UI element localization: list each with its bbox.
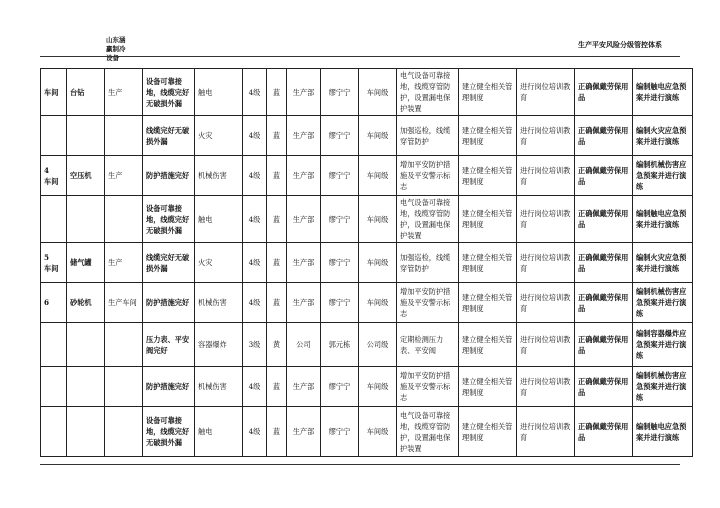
table-row (41, 407, 693, 457)
cell-hazard: 设备可靠接地，线缆完好无破损外漏 (143, 69, 195, 116)
cell-measure: 增加平安防护措施及平安警示标志 (397, 156, 459, 196)
cell-accident: 火灾 (195, 243, 243, 283)
cell-accident: 机械伤害 (195, 283, 243, 323)
company-name (106, 36, 146, 63)
workshop-number: 4 (44, 165, 50, 175)
company-line: 山东涵 (106, 36, 126, 44)
cell-emergency: 编制机械伤害应急预案并进行演练 (633, 283, 693, 323)
cell-ws (41, 196, 67, 243)
cell-emergency: 编制容器爆炸应急预案并进行演练 (633, 323, 693, 367)
cell-dept: 生产部 (287, 196, 321, 243)
cell-measure: 加强巡检，线缆穿管防护 (397, 243, 459, 283)
cell-emergency: 编制火灾应急预案并进行演练 (633, 243, 693, 283)
cell-unit: 车间级 (359, 156, 397, 196)
cell-emergency: 编制机械伤害应急预案并进行演练 (633, 156, 693, 196)
workshop-number: 6 (44, 298, 50, 307)
cell-hazard: 防护措施完好 (143, 283, 195, 323)
risk-control-table (40, 68, 693, 457)
cell-ws (41, 283, 67, 323)
cell-measure: 电气设备可靠接地，线缆穿管防护，设置漏电保护装置 (397, 69, 459, 116)
cell-level: 3级 (243, 323, 267, 367)
cell-hazard: 设备可靠接地，线缆完好无破损外漏 (143, 196, 195, 243)
cell-color: 蓝 (267, 243, 287, 283)
cell-level: 4级 (243, 283, 267, 323)
cell-ppe: 正确佩戴劳保用品 (575, 243, 633, 283)
cell-mgmt: 建立健全相关管理制度 (459, 407, 517, 457)
cell-measure: 加强巡检，线缆穿管防护 (397, 116, 459, 156)
cell-equip (67, 407, 105, 457)
cell-area (105, 407, 143, 457)
cell-color: 蓝 (267, 116, 287, 156)
cell-accident: 触电 (195, 69, 243, 116)
cell-unit: 车间级 (359, 283, 397, 323)
table-row (41, 196, 693, 243)
cell-equip (67, 367, 105, 407)
cell-ws (41, 243, 67, 283)
cell-person: 缪宁宁 (321, 283, 359, 323)
cell-ws (41, 323, 67, 367)
cell-accident: 容器爆炸 (195, 323, 243, 367)
cell-training: 进行岗位培训教育 (517, 243, 575, 283)
cell-ws (41, 69, 67, 116)
cell-area (105, 116, 143, 156)
cell-ppe: 正确佩戴劳保用品 (575, 323, 633, 367)
cell-dept: 公司 (287, 323, 321, 367)
cell-training: 进行岗位培训教育 (517, 323, 575, 367)
cell-equip: 砂轮机 (67, 283, 105, 323)
cell-training: 进行岗位培训教育 (517, 156, 575, 196)
footer-rule (40, 464, 680, 465)
cell-accident: 触电 (195, 407, 243, 457)
cell-ppe: 正确佩戴劳保用品 (575, 367, 633, 407)
cell-measure: 增加平安防护措施及平安警示标志 (397, 367, 459, 407)
cell-measure: 增加平安防护措施及平安警示标志 (397, 283, 459, 323)
cell-level: 4级 (243, 243, 267, 283)
cell-person: 缪宁宁 (321, 367, 359, 407)
cell-area (105, 196, 143, 243)
cell-dept: 生产部 (287, 116, 321, 156)
cell-person: 缪宁宁 (321, 243, 359, 283)
cell-area: 生产 (105, 156, 143, 196)
company-line: 设备 (106, 54, 119, 62)
table-row (41, 367, 693, 407)
cell-ppe: 正确佩戴劳保用品 (575, 69, 633, 116)
cell-hazard: 设备可靠接地，线缆完好无破损外漏 (143, 407, 195, 457)
workshop-label: 车间 (44, 263, 59, 273)
cell-unit: 车间级 (359, 243, 397, 283)
cell-hazard: 防护措施完好 (143, 367, 195, 407)
cell-measure: 电气设备可靠接地，线缆穿管防护，设置漏电保护装置 (397, 407, 459, 457)
cell-ppe: 正确佩戴劳保用品 (575, 156, 633, 196)
cell-color: 蓝 (267, 407, 287, 457)
cell-ws (41, 156, 67, 196)
cell-unit: 车间级 (359, 69, 397, 116)
cell-hazard: 线缆完好无破损外漏 (143, 243, 195, 283)
cell-area: 生产 (105, 69, 143, 116)
cell-equip (67, 116, 105, 156)
cell-dept: 生产部 (287, 69, 321, 116)
cell-emergency: 编制火灾应急预案并进行演练 (633, 116, 693, 156)
cell-equip: 台钻 (67, 69, 105, 116)
cell-hazard: 防护措施完好 (143, 156, 195, 196)
cell-dept: 生产部 (287, 283, 321, 323)
cell-person: 缪宁宁 (321, 116, 359, 156)
cell-accident: 火灾 (195, 116, 243, 156)
cell-ppe: 正确佩戴劳保用品 (575, 283, 633, 323)
cell-level: 4级 (243, 367, 267, 407)
table-row (41, 323, 693, 367)
cell-unit: 公司级 (359, 323, 397, 367)
cell-mgmt: 建立健全相关管理制度 (459, 196, 517, 243)
cell-mgmt: 建立健全相关管理制度 (459, 283, 517, 323)
cell-equip (67, 196, 105, 243)
cell-dept: 生产部 (287, 367, 321, 407)
cell-training: 进行岗位培训教育 (517, 116, 575, 156)
table-row (41, 243, 693, 283)
cell-emergency: 编制机械伤害应急预案并进行演练 (633, 367, 693, 407)
cell-accident: 机械伤害 (195, 367, 243, 407)
cell-equip: 储气罐 (67, 243, 105, 283)
cell-emergency: 编制触电应急预案并进行演练 (633, 196, 693, 243)
cell-ws (41, 116, 67, 156)
table-row (41, 69, 693, 116)
cell-area (105, 323, 143, 367)
cell-level: 4级 (243, 407, 267, 457)
cell-area: 生产 (105, 243, 143, 283)
header-rule (40, 56, 680, 57)
cell-hazard: 压力表、平安阀完好 (143, 323, 195, 367)
cell-mgmt: 建立健全相关管理制度 (459, 367, 517, 407)
cell-person: 缪宁宁 (321, 407, 359, 457)
cell-mgmt: 建立健全相关管理制度 (459, 243, 517, 283)
cell-unit: 车间级 (359, 367, 397, 407)
cell-person: 缪宁宁 (321, 69, 359, 116)
cell-person: 缪宁宁 (321, 156, 359, 196)
cell-emergency: 编制触电应急预案并进行演练 (633, 407, 693, 457)
document-title: 生产平安风险分级管控体系 (578, 40, 662, 49)
cell-dept: 生产部 (287, 407, 321, 457)
cell-level: 4级 (243, 116, 267, 156)
cell-ppe: 正确佩戴劳保用品 (575, 407, 633, 457)
cell-unit: 车间级 (359, 116, 397, 156)
cell-mgmt: 建立健全相关管理制度 (459, 116, 517, 156)
cell-accident: 机械伤害 (195, 156, 243, 196)
cell-training: 进行岗位培训教育 (517, 283, 575, 323)
cell-training: 进行岗位培训教育 (517, 407, 575, 457)
cell-hazard: 线缆完好无破损外漏 (143, 116, 195, 156)
cell-mgmt: 建立健全相关管理制度 (459, 69, 517, 116)
workshop-label: 车间 (44, 176, 59, 186)
cell-person: 郭元栋 (321, 323, 359, 367)
cell-color: 蓝 (267, 367, 287, 407)
cell-level: 4级 (243, 156, 267, 196)
company-line: 赢制冷 (106, 45, 126, 53)
table-row (41, 156, 693, 196)
cell-color: 蓝 (267, 69, 287, 116)
cell-mgmt: 建立健全相关管理制度 (459, 156, 517, 196)
cell-ws (41, 407, 67, 457)
cell-area (105, 367, 143, 407)
cell-dept: 生产部 (287, 243, 321, 283)
cell-level: 4级 (243, 69, 267, 116)
cell-area: 生产车间 (105, 283, 143, 323)
cell-measure: 定期检测压力表、平安阀 (397, 323, 459, 367)
table-row (41, 283, 693, 323)
cell-level: 4级 (243, 196, 267, 243)
cell-mgmt: 建立健全相关管理制度 (459, 323, 517, 367)
cell-unit: 车间级 (359, 407, 397, 457)
cell-emergency: 编制触电应急预案并进行演练 (633, 69, 693, 116)
cell-equip: 空压机 (67, 156, 105, 196)
cell-color: 蓝 (267, 196, 287, 243)
cell-training: 进行岗位培训教育 (517, 196, 575, 243)
cell-equip (67, 323, 105, 367)
cell-ppe: 正确佩戴劳保用品 (575, 196, 633, 243)
cell-color: 蓝 (267, 156, 287, 196)
table-row (41, 116, 693, 156)
cell-person: 缪宁宁 (321, 196, 359, 243)
cell-color: 黄 (267, 323, 287, 367)
cell-color: 蓝 (267, 283, 287, 323)
cell-training: 进行岗位培训教育 (517, 367, 575, 407)
cell-dept: 生产部 (287, 156, 321, 196)
cell-accident: 触电 (195, 196, 243, 243)
workshop-label: 车间 (44, 87, 59, 97)
cell-ws (41, 367, 67, 407)
cell-measure: 电气设备可靠接地，线缆穿管防护，设置漏电保护装置 (397, 196, 459, 243)
cell-unit: 车间级 (359, 196, 397, 243)
cell-ppe: 正确佩戴劳保用品 (575, 116, 633, 156)
workshop-number: 5 (44, 252, 50, 262)
cell-training: 进行岗位培训教育 (517, 69, 575, 116)
